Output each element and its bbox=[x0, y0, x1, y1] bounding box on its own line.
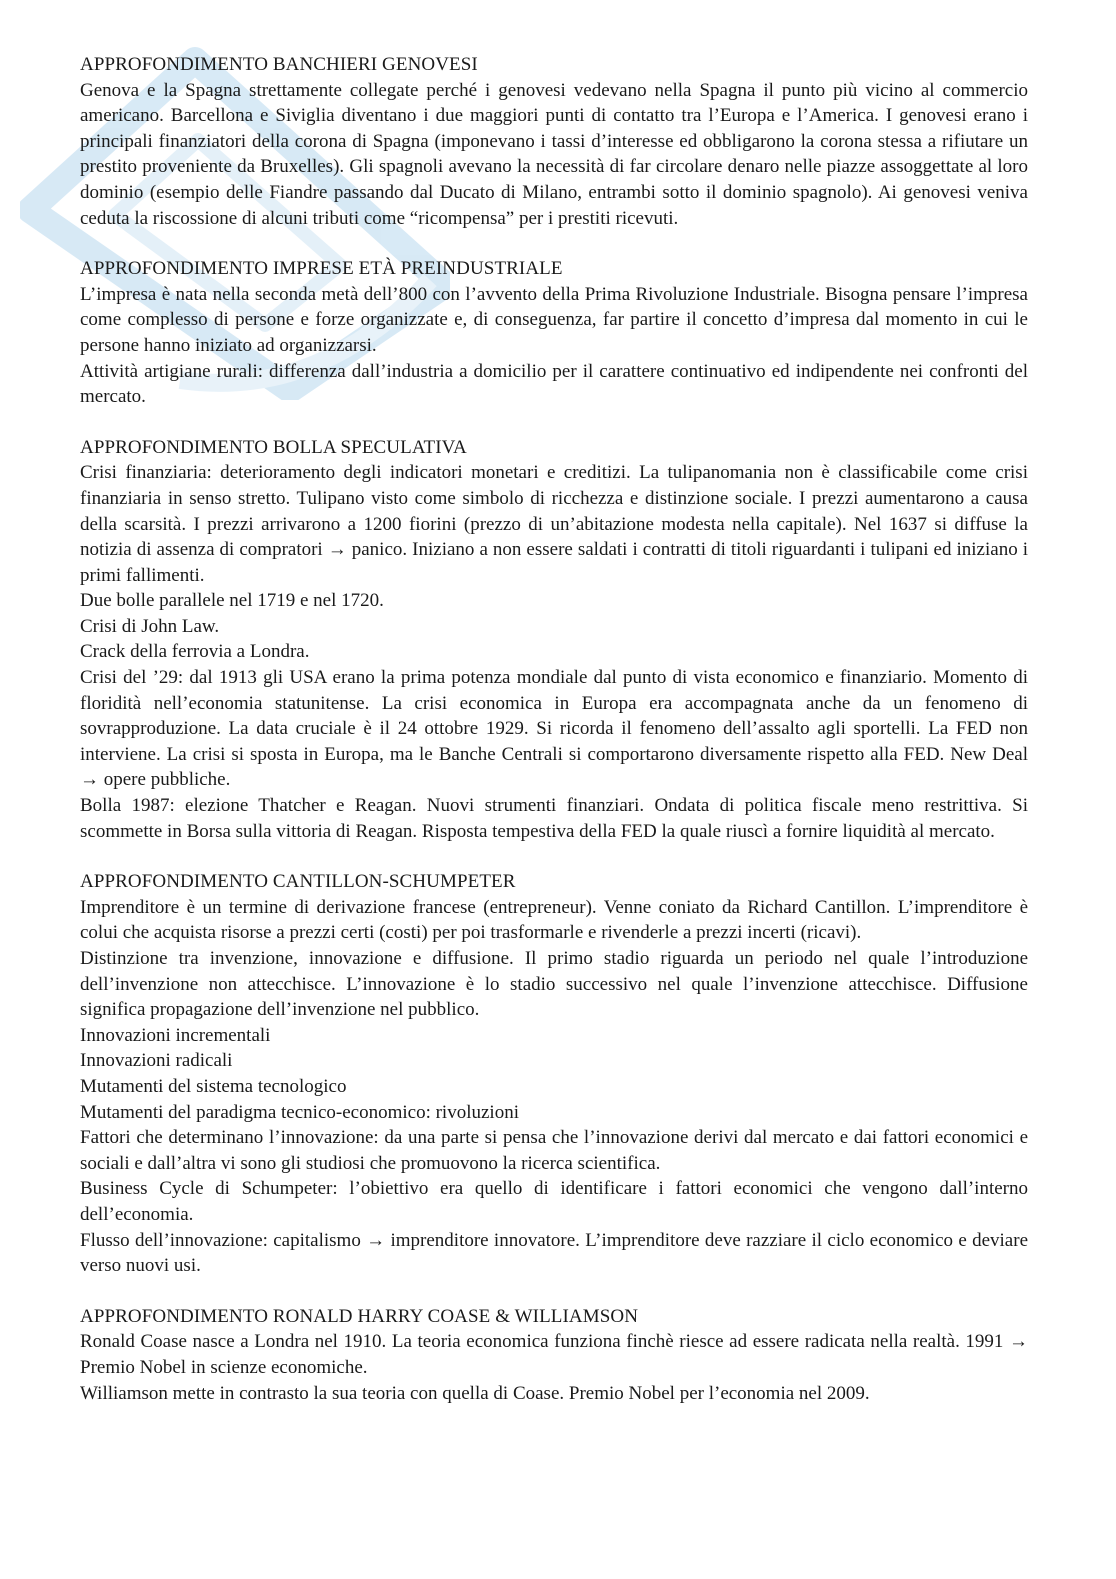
paragraph: Fattori che determinano l’innovazione: da una parte si pensa che l’innovazione derivi dal mercato e dai fattori economici e sociali e dall’altra vi sono gli studiosi che promuovono la ricerca scientifica. bbox=[80, 1127, 1028, 1174]
section-banchieri-genovesi bbox=[80, 52, 1028, 231]
paragraph: Mutamenti del paradigma tecnico-economico: rivoluzioni bbox=[80, 1101, 519, 1123]
section-coase-williamson bbox=[80, 1304, 1028, 1406]
section-imprese-preindustriale bbox=[80, 256, 1028, 410]
paragraph: Bolla 1987: elezione Thatcher e Reagan. Nuovi strumenti finanziari. Ondata di politica fiscale meno restrittiva. Si scommette in Borsa sulla vittoria di Reagan. Risposta tempestiva della FED la quale riuscì a fornire liquidità al mercato. bbox=[80, 795, 1028, 842]
section-heading: APPROFONDIMENTO BANCHIERI GENOVESI bbox=[80, 54, 478, 75]
section-cantillon-schumpeter bbox=[80, 869, 1028, 1279]
section-heading: APPROFONDIMENTO IMPRESE ETÀ PREINDUSTRIALE bbox=[80, 258, 563, 280]
paragraph: Crack della ferrovia a Londra. bbox=[80, 641, 310, 663]
paragraph: Innovazioni incrementali bbox=[80, 1024, 271, 1046]
paragraph: Crisi del ’29: dal 1913 gli USA erano la prima potenza mondiale dal punto di vista economico e finanziario. Momento di floridità nell’economia statunitense. La crisi economica in Europa era accompagnata anche da un fenomeno di sovrapproduzione. La data cruciale è il 24 ottobre 1929. Si ricorda il fenomeno dell’assalto agli sportelli. La FED non interviene. La crisi si sposta in Europa, ma le Banche Centrali si comportarono diversamente rispetto alla FED. New Deal → opere pubbliche. bbox=[80, 667, 1028, 791]
paragraph: Crisi finanziaria: deterioramento degli indicatori monetari e creditizi. La tulipanomania non è classificabile come crisi finanziaria in senso stretto. Tulipano visto come simbolo di ricchezza e distinzione sociale. I prezzi aumentarono a causa della scarsità. I prezzi arrivarono a 1200 fiorini (prezzo di un’abitazione modesta nella capitale). Nel 1637 si diffuse la notizia di assenza di compratori → panico. Iniziano a non essere saldati i contratti di titoli riguardanti i tulipani ed iniziano i primi fallimenti. bbox=[80, 462, 1028, 586]
paragraph: Ronald Coase nasce a Londra nel 1910. La teoria economica funziona finchè riesce ad essere radicata nella realtà. 1991 → Premio Nobel in scienze economiche. bbox=[80, 1331, 1028, 1378]
paragraph: Mutamenti del sistema tecnologico bbox=[80, 1075, 347, 1097]
section-heading: APPROFONDIMENTO RONALD HARRY COASE & WILLIAMSON bbox=[80, 1305, 639, 1327]
paragraph: L’impresa è nata nella seconda metà dell’800 con l’avvento della Prima Rivoluzione Industriale. Bisogna pensare l’impresa come complesso di persone e forze organizzate e, di conseguenza, far partire il concetto d’impresa dal momento in cui le persone hanno iniziato ad organizzarsi. bbox=[80, 283, 1028, 356]
paragraph: Genova e la Spagna strettamente collegate perché i genovesi vedevano nella Spagna il punto più vicino al commercio americano. Barcellona e Siviglia diventano i due maggiori punti di contatto tra l’Europa e l’America. I genovesi erano i principali finanziatori della corona di Spagna (imponevano i tassi d’interesse ed obbligarono la corona stessa a rifiutare un prestito proveniente da Bruxelles). Gli spagnoli avevano la necessità di far circolare denaro nelle piazze assoggettate al loro dominio (esempio delle Fiandre passando dal Ducato di Milano, entrambi sotto il dominio spagnolo). Ai genovesi veniva ceduta la riscossione di alcuni tributi come “ricompensa” per i prestiti ricevuti. bbox=[80, 79, 1028, 229]
section-heading: APPROFONDIMENTO CANTILLON-SCHUMPETER bbox=[80, 871, 516, 893]
section-bolla-speculativa bbox=[80, 435, 1028, 845]
paragraph: Due bolle parallele nel 1719 e nel 1720. bbox=[80, 590, 384, 612]
paragraph: Business Cycle di Schumpeter: l’obiettivo era quello di identificare i fattori economici che vengono dall’interno dell’economia. bbox=[80, 1178, 1028, 1225]
paragraph: Innovazioni radicali bbox=[80, 1050, 233, 1072]
section-heading: APPROFONDIMENTO BOLLA SPECULATIVA bbox=[80, 436, 467, 458]
paragraph: Imprenditore è un termine di derivazione francese (entrepreneur). Venne coniato da Richard Cantillon. L’imprenditore è colui che acquista risorse a prezzi certi (costi) per poi trasformarle e rivenderle a prezzi incerti (ricavi). bbox=[80, 896, 1028, 944]
paragraph: Distinzione tra invenzione, innovazione e diffusione. Il primo stadio riguarda un periodo nel quale l’introduzione dell’invenzione non attecchisce. L’innovazione è lo stadio successivo nel quale l’invenzione attecchisce. Diffusione significa propagazione dell’invenzione nel pubblico. bbox=[80, 948, 1028, 1021]
paragraph: Crisi di John Law. bbox=[80, 615, 220, 637]
document-page bbox=[80, 52, 1028, 1431]
paragraph: Williamson mette in contrasto la sua teoria con quella di Coase. Premio Nobel per l’economia nel 2009. bbox=[80, 1382, 870, 1404]
paragraph: Flusso dell’innovazione: capitalismo → imprenditore innovatore. L’imprenditore deve razziare il ciclo economico e deviare verso nuovi usi. bbox=[80, 1229, 1028, 1277]
paragraph: Attività artigiane rurali: differenza dall’industria a domicilio per il carattere continuativo ed indipendente nei confronti del mercato. bbox=[80, 360, 1028, 408]
